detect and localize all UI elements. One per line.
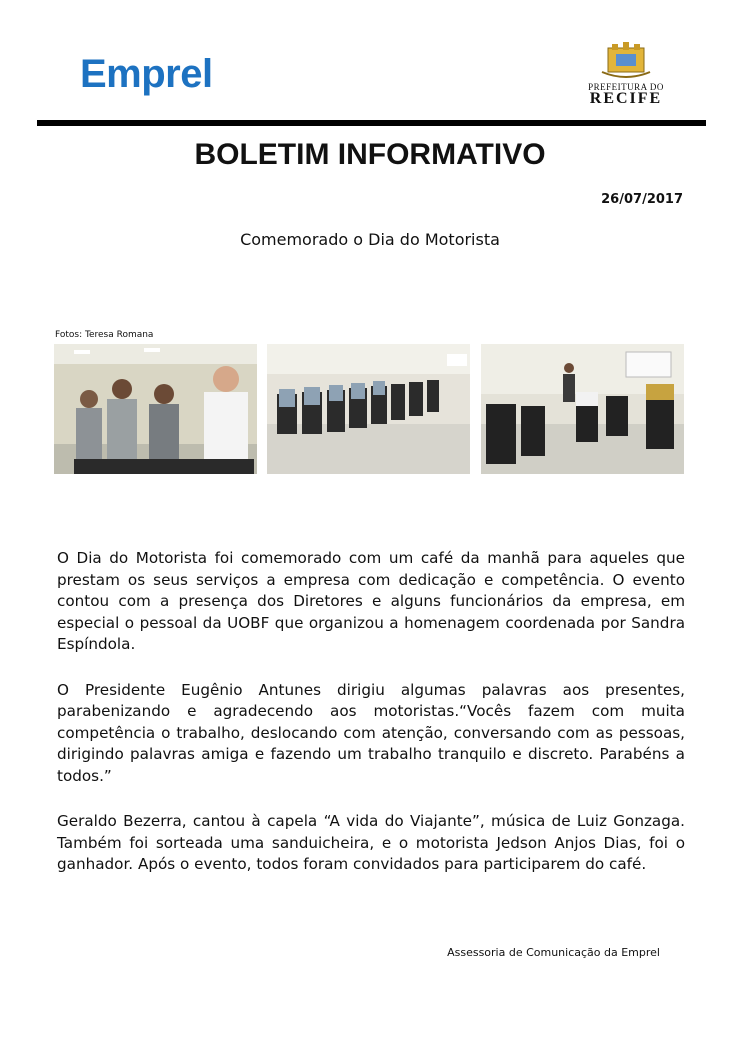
header-rule (37, 120, 706, 126)
page-title: BOLETIM INFORMATIVO (194, 138, 546, 171)
emprel-logo: Emprel (80, 52, 213, 96)
photo-president-speech (481, 344, 684, 474)
subtitle: Comemorado o Dia do Motorista (240, 230, 500, 249)
city-logo-line1: PREFEITURA DO (588, 82, 664, 92)
paragraph-2: O Presidente Eugênio Antunes dirigiu algumas palavras aos presentes, parabenizando e agradecendo aos motoristas.“Vocês fazem com muita competência o trabalho, deslocando com atenção, conversando com as pessoas, dirigindo palavras amiga e fazendo um trabalho tranquilo e discreto. Parabéns a todos.” (57, 680, 685, 785)
date: 26/07/2017 (601, 192, 683, 207)
prefeitura-recife-logo (578, 42, 674, 106)
footer-signature: Assessoria de Comunicação da Emprel (447, 946, 660, 959)
paragraph-3: Geraldo Bezerra, cantou à capela “A vida do Viajante”, música de Luiz Gonzaga. Também foi sorteada uma sanduicheira, e o motorista Jedson Anjos Dias, foi o ganhador. Após o evento, todos foram convidados para participarem do café. (57, 812, 685, 873)
photo-credit: Fotos: Teresa Romana (55, 330, 154, 340)
city-logo-line2: RECIFE (589, 90, 663, 107)
recife-crest-icon (600, 42, 652, 80)
paragraph-1: O Dia do Motorista foi comemorado com um café da manhã para aqueles que prestam os seus serviços a empresa com dedicação e competência. O evento contou com a presença dos Diretores e alguns funcionários da empresa, em especial o pessoal da UOBF que organizou a homenagem coordenada por Sandra Espíndola. (57, 549, 685, 653)
photo-audience-seated (267, 344, 470, 474)
photo-group-portrait (54, 344, 257, 474)
article-body (57, 548, 685, 900)
